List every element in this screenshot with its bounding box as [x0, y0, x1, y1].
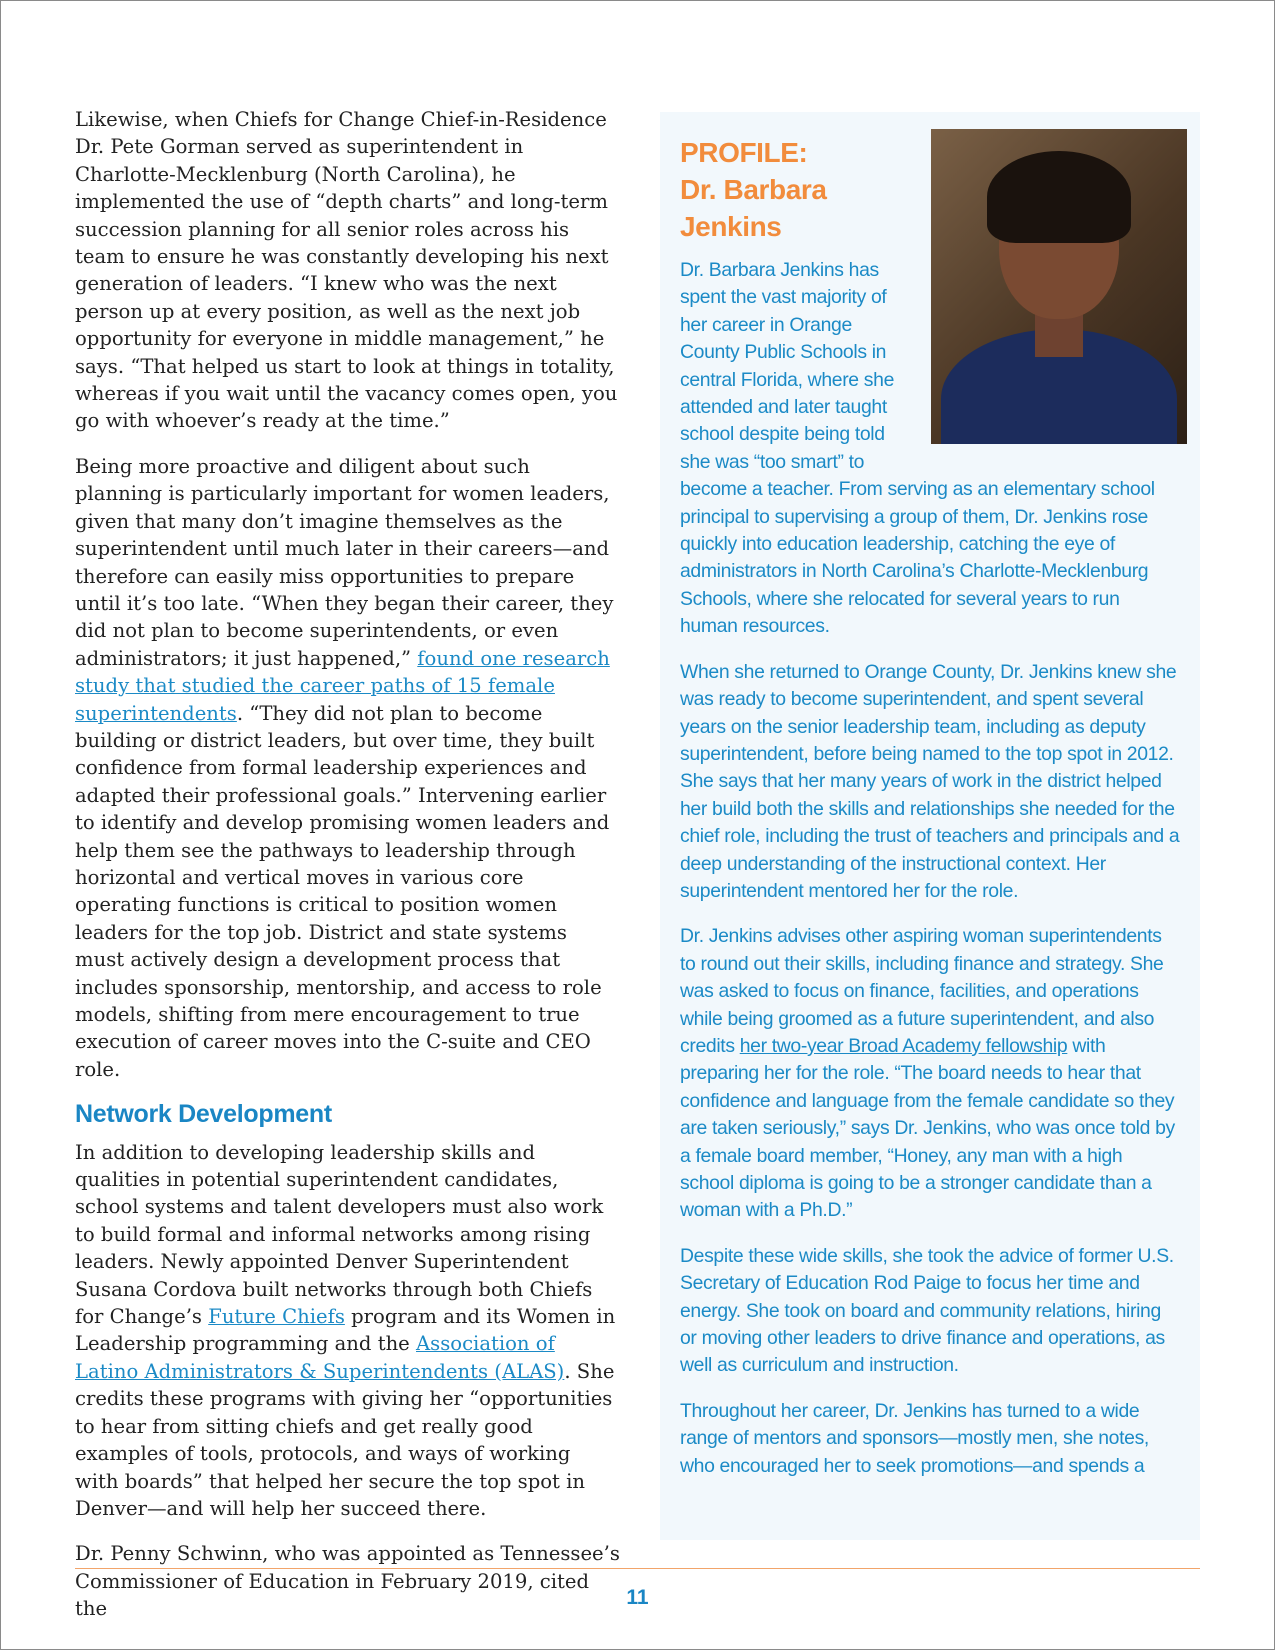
paragraph-text: . “They did not plan to become building or district leaders, but over time, they built confidence from formal leadership experiences and adapted their professional goals.” Intervening earlier to identify and develop promising women leaders and help them see the pathways to leadership through horizontal and vertical moves in various core operating functions is critical to position women leaders for the top job. District and state systems must actively design a development process that includes sponsorship, mentorship, and access to role models, shifting from mere encouragement to true execution of career moves into the C-suite and CEO role. [75, 701, 610, 1081]
section-heading-network-development: Network Development [75, 1100, 332, 1129]
paragraph-text: Being more proactive and diligent about such planning is particularly important for women leaders, given that many don’t imagine themselves as the superintendent until much later in their careers—and therefore can easily miss opportunities to prepare until it’s too late. “When they began their career, they did not plan to become superintendents, or even administrators; it just happened,” [75, 454, 614, 670]
page-number: 11 [626, 1586, 649, 1609]
profile-sidebar [660, 112, 1200, 1540]
paragraph-networks [75, 1139, 620, 1523]
paragraph-text: In addition to developing leadership skills and qualities in potential superintendent candidates, school systems and talent developers must also work to build formal and informal networks among rising leaders. Newly appointed Denver Superintendent Susana Cordova built networks through both Chiefs for Change’s [75, 1140, 604, 1329]
paragraph-proactive-planning [75, 453, 620, 1083]
paragraph-text: . She credits these programs with giving her “opportunities to hear from sitting chiefs and get really good examples of tools, protocols, and ways of working with boards” that helped her secure the top spot in Denver—and will help her succeed there. [75, 1359, 615, 1520]
paragraph-text: with preparing her for the role. “The board needs to hear that confidence and language from the female candidate so they are taken seriously,” says Dr. Jenkins, who was once told by a female board member, “Honey, any man with a high school diploma is going to be a stronger candidate than a woman with a Ph.D.” [680, 1034, 1175, 1222]
profile-paragraph-skills: Despite these wide skills, she took the advice of former U.S. Secretary of Education Rod Paige to focus her time and energy. She took on board and community relations, hiring or moving other leaders to drive finance and operations, as well as curriculum and instruction. [680, 1244, 1174, 1377]
profile-paragraph-superintendent: When she returned to Orange County, Dr. Jenkins knew she was ready to become superintendent, and spent several years on the senior leadership team, including as deputy superintendent, before being named to the top spot in 2012. She says that her many years of work in the district helped her build both the skills and relationships she needed for the chief role, including the trust of teachers and principals and a deep understanding of the instructional context. Her superintendent mentored her for the role. [680, 660, 1180, 902]
alas-link[interactable]: Association of Latino Administrators & Superintendents (ALAS) [75, 1332, 565, 1383]
future-chiefs-link[interactable]: Future Chiefs [208, 1305, 345, 1329]
paragraph-schwinn: Dr. Penny Schwinn, who was appointed as Tennessee’s Commissioner of Education in February 2019, cited the [75, 1542, 620, 1621]
profile-title-line: Jenkins [680, 211, 782, 242]
profile-title-line: Dr. Barbara [680, 174, 827, 205]
profile-paragraph-advice [680, 923, 1180, 1224]
research-study-link[interactable]: found one research study that studied the career paths of 15 female superintendents [75, 646, 610, 725]
profile-paragraph-mentors: Throughout her career, Dr. Jenkins has turned to a wide range of mentors and sponsors—mostly men, she notes, who encouraged her to seek promotions—and spends a [680, 1399, 1149, 1477]
profile-title-line: PROFILE: [680, 137, 808, 168]
broad-academy-link[interactable]: her two-year Broad Academy fellowship [739, 1034, 1068, 1057]
profile-paragraph-career: Dr. Barbara Jenkins has spent the vast majority of her career in Orange County Public Schools in central Florida, where she attended and later taught school despite being told she was “too smart” to become a teacher. From serving as an elementary school principal to supervising a group of them, Dr. Jenkins rose quickly into education leadership, catching the eye of administrators in North Carolina’s Charlotte-Mecklenburg Schools, where she relocated for several years to run human resources. [680, 259, 1155, 638]
paragraph-text: Dr. Jenkins advises other aspiring woman superintendents to round out their skills, including finance and strategy. She was asked to focus on finance, facilities, and operations while being groomed as a future superintendent, and also credits [680, 925, 1164, 1057]
photo-spacer [910, 134, 1180, 452]
paragraph-text: program and its Women in Leadership programming and the [75, 1305, 616, 1356]
profile-text [680, 134, 1180, 1498]
main-column [75, 106, 620, 1641]
paragraph-gorman: Likewise, when Chiefs for Change Chief-in-Residence Dr. Pete Gorman served as superintendent in Charlotte-Mecklenburg (North Carolina), he implemented the use of “depth charts” and long-term succession planning for all senior roles across his team to ensure he was constantly developing his next generation of leaders. “I knew who was the next person up at every position, as well as the next job opportunity for everyone in middle management,” he says. “That helped us start to look at things in totality, whereas if you wait until the vacancy comes open, you go with whoever’s ready at the time.” [75, 108, 618, 433]
footer-divider [75, 1568, 1200, 1569]
